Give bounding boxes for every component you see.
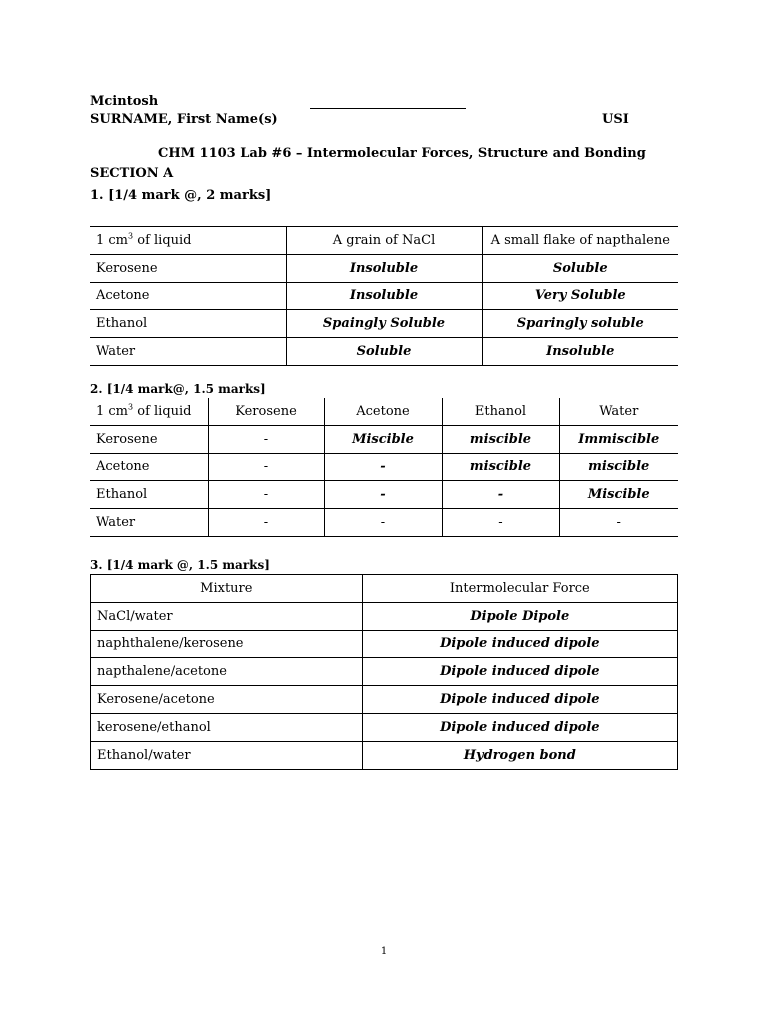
cell-force: Dipole induced dipole — [362, 713, 677, 741]
cell-water: - — [559, 509, 678, 537]
row-liquid: Acetone — [90, 453, 208, 481]
col-header-text: 1 cm — [96, 403, 129, 419]
col-header-text-rest: of liquid — [133, 403, 192, 419]
q2-heading: 2. [1/4 mark@, 1.5 marks] — [90, 382, 266, 396]
cell-force: Dipole induced dipole — [362, 686, 677, 714]
cell-mixture: kerosene/ethanol — [91, 713, 363, 741]
q3-heading: 3. [1/4 mark @, 1.5 marks] — [90, 558, 270, 572]
row-liquid: Water — [90, 338, 286, 366]
col-header-liquid — [90, 398, 208, 425]
col-header-sup: 3 — [128, 402, 134, 412]
cell-mixture: napthalene/acetone — [91, 658, 363, 686]
section-heading: SECTION A — [90, 166, 174, 181]
cell-acetone: - — [324, 453, 442, 481]
cell-mixture: naphthalene/kerosene — [91, 630, 363, 658]
cell-napthalene: Sparingly soluble — [482, 310, 678, 338]
cell-mixture: Ethanol/water — [91, 741, 363, 769]
table-header-row — [91, 575, 678, 603]
name-underline — [310, 108, 466, 109]
cell-kerosene: - — [208, 453, 324, 481]
cell-acetone: - — [324, 481, 442, 509]
col-header-liquid — [90, 227, 286, 255]
table-row — [90, 338, 678, 366]
col-header-ethanol: Ethanol — [442, 398, 559, 425]
cell-nacl: Insoluble — [286, 254, 482, 282]
col-header-acetone: Acetone — [324, 398, 442, 425]
row-liquid: Ethanol — [90, 310, 286, 338]
cell-kerosene: - — [208, 481, 324, 509]
cell-ethanol: miscible — [442, 425, 559, 453]
col-header-text: 1 cm — [96, 232, 129, 248]
cell-force: Dipole induced dipole — [362, 658, 677, 686]
table-row — [91, 658, 678, 686]
cell-nacl: Insoluble — [286, 282, 482, 310]
table-row — [91, 602, 678, 630]
cell-kerosene: - — [208, 509, 324, 537]
table-row — [90, 453, 678, 481]
cell-napthalene: Very Soluble — [482, 282, 678, 310]
table-row — [91, 686, 678, 714]
table-header-row — [90, 227, 678, 255]
cell-force: Dipole induced dipole — [362, 630, 677, 658]
cell-acetone: Miscible — [324, 425, 442, 453]
cell-napthalene: Soluble — [482, 254, 678, 282]
intermolecular-force-table — [90, 574, 678, 770]
col-header-mixture: Mixture — [91, 575, 363, 603]
row-liquid: Kerosene — [90, 425, 208, 453]
cell-acetone: - — [324, 509, 442, 537]
col-header-water: Water — [559, 398, 678, 425]
row-liquid: Water — [90, 509, 208, 537]
cell-mixture: NaCl/water — [91, 602, 363, 630]
cell-water: Miscible — [559, 481, 678, 509]
q1-heading: 1. [1/4 mark @, 2 marks] — [90, 188, 272, 203]
cell-water: miscible — [559, 453, 678, 481]
table-row — [90, 481, 678, 509]
col-header-napthalene: A small flake of napthalene — [482, 227, 678, 255]
table-row — [91, 630, 678, 658]
table-row — [91, 713, 678, 741]
table-row — [90, 254, 678, 282]
table-row — [91, 741, 678, 769]
cell-ethanol: miscible — [442, 453, 559, 481]
table-header-row — [90, 398, 678, 425]
cell-napthalene: Insoluble — [482, 338, 678, 366]
cell-force: Dipole Dipole — [362, 602, 677, 630]
page-number: 1 — [380, 946, 388, 957]
cell-kerosene: - — [208, 425, 324, 453]
cell-force: Hydrogen bond — [362, 741, 677, 769]
cell-water: Immiscible — [559, 425, 678, 453]
row-liquid: Kerosene — [90, 254, 286, 282]
usi-label: USI — [602, 112, 629, 127]
surname-label: SURNAME, First Name(s) — [90, 112, 278, 127]
col-header-text-rest: of liquid — [133, 232, 192, 248]
col-header-nacl: A grain of NaCl — [286, 227, 482, 255]
table-row — [90, 282, 678, 310]
student-name: Mcintosh — [90, 94, 159, 109]
table-row — [90, 425, 678, 453]
cell-ethanol: - — [442, 509, 559, 537]
cell-mixture: Kerosene/acetone — [91, 686, 363, 714]
table-row — [90, 310, 678, 338]
solubility-table — [90, 226, 678, 366]
page-title: CHM 1103 Lab #6 – Intermolecular Forces, Structure and Bonding — [158, 146, 646, 161]
cell-nacl: Soluble — [286, 338, 482, 366]
col-header-sup: 3 — [128, 231, 134, 241]
col-header-force: Intermolecular Force — [362, 575, 677, 603]
cell-ethanol: - — [442, 481, 559, 509]
miscibility-table — [90, 398, 678, 537]
row-liquid: Ethanol — [90, 481, 208, 509]
row-liquid: Acetone — [90, 282, 286, 310]
cell-nacl: Spaingly Soluble — [286, 310, 482, 338]
col-header-kerosene: Kerosene — [208, 398, 324, 425]
table-row — [90, 509, 678, 537]
